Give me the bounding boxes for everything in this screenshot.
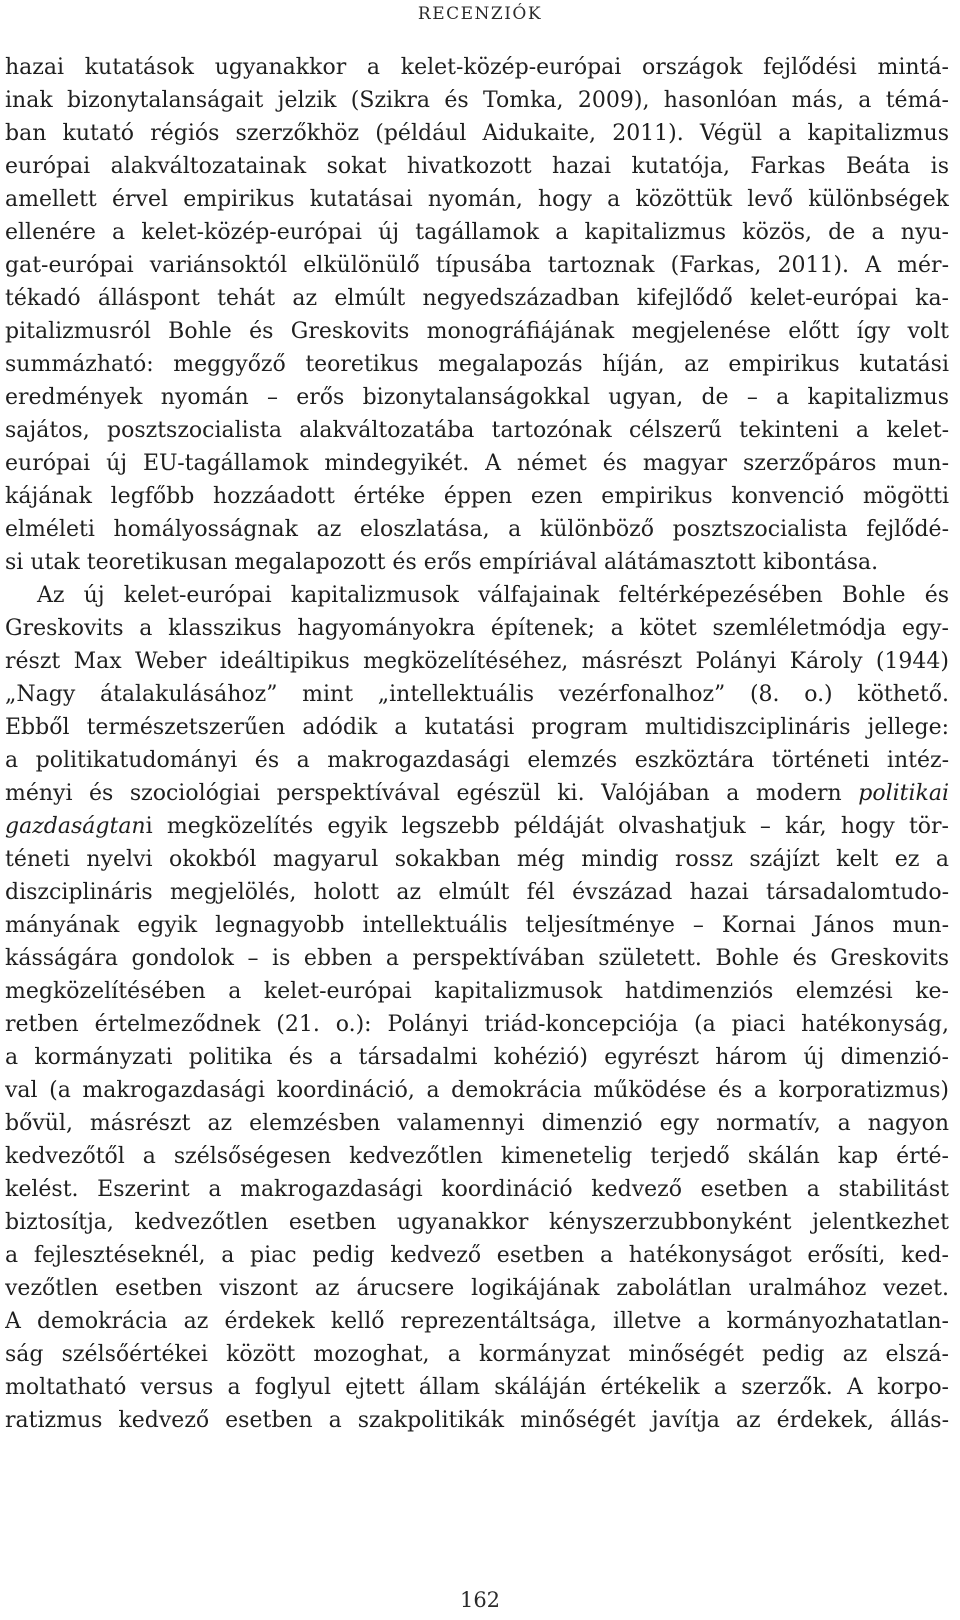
text-line: ság szélsőértékei között mozoghat, a kormányzat minőségét pedig az elszá-: [5, 1342, 949, 1367]
text-line: biztosítja, kedvezőtlen esetben ugyanakkor kényszerzubbonyként jelentkezhet: [5, 1210, 949, 1235]
text-line: eredmények nyomán – erős bizonytalanságokkal ugyan, de – a kapitalizmus: [5, 385, 949, 410]
text-line: mányának egyik legnagyobb intellektuális teljesítménye – Kornai János mun-: [5, 913, 949, 938]
text-line: a fejlesztéseknél, a piac pedig kedvező esetben a hatékonyságot erősíti, ked-: [5, 1243, 949, 1268]
text-line: részt Max Weber ideáltipikus megközelítéséhez, másrészt Polányi Károly (1944): [5, 649, 949, 674]
text-line: A demokrácia az érdekek kellő reprezentáltsága, illetve a kormányozhatatlan-: [5, 1309, 949, 1334]
text-line: megközelítésében a kelet-európai kapitalizmusok hatdimenziós elemzési ke-: [5, 979, 949, 1004]
page-number: 162: [459, 1588, 501, 1612]
text-line: inak bizonytalanságait jelzik (Szikra és Tomka, 2009), hasonlóan más, a témá-: [5, 88, 949, 113]
text-run: i megközelítés egyik legszebb példáját olvashatjuk – kár, hogy tör-: [145, 814, 949, 839]
text-line: a politikatudományi és a makrogazdasági elemzés eszköztára történeti intéz-: [5, 748, 949, 773]
text-line: summázható: meggyőző teoretikus megalapozás híján, az empirikus kutatási: [5, 352, 949, 377]
text-line: [5, 777, 949, 810]
text-line: téneti nyelvi okokból magyarul sokakban még mindig rossz szájízt kelt ez a: [5, 847, 949, 872]
text-line: tékadó álláspont tehát az elmúlt negyedszázadban kifejlődő kelet-európai ka-: [5, 286, 949, 311]
text-line: diszciplináris megjelölés, holott az elmúlt fél évszázad hazai társadalomtudo-: [5, 880, 949, 905]
text-line: amellett érvel empirikus kutatásai nyomán, hogy a közöttük levő különbségek: [5, 187, 949, 212]
text-line: Ebből természetszerűen adódik a kutatási program multidiszciplináris jellege:: [5, 715, 949, 740]
text-line: elméleti homályosságnak az eloszlatása, a különböző posztszocialista fejlődé-: [5, 517, 949, 542]
text-line: európai alakváltozatainak sokat hivatkozott hazai kutatója, Farkas Beáta is: [5, 154, 949, 179]
text-line: kájának legfőbb hozzáadott értéke éppen ezen empirikus konvenció mögötti: [5, 484, 949, 509]
text-line: európai új EU-tagállamok mindegyikét. A német és magyar szerzőpáros mun-: [5, 451, 949, 476]
text-line: sajátos, posztszocialista alakváltozatába tartozónak célszerű tekinteni a kelet-: [5, 418, 949, 443]
text-line: val (a makrogazdasági koordináció, a demokrácia működése és a korporatizmus): [5, 1078, 949, 1103]
text-line: kedvezőtől a szélsőségesen kedvezőtlen kimenetelig terjedő skálán kap érté-: [5, 1144, 949, 1169]
text-line: [5, 810, 949, 843]
text-line: moltatható versus a foglyul ejtett állam skáláján értékelik a szerzők. A korpo-: [5, 1375, 949, 1400]
text-line: vezőtlen esetben viszont az árucsere logikájának zabolátlan uralmához vezet.: [5, 1276, 949, 1301]
text-line: gat-európai variánsoktól elkülönülő típusába tartoznak (Farkas, 2011). A mér-: [5, 253, 949, 278]
running-head: RECENZIÓK: [417, 4, 543, 24]
text-line: bővül, másrészt az elemzésben valamennyi dimenzió egy normatív, a nagyon: [5, 1111, 949, 1136]
text-line: ratizmus kedvező esetben a szakpolitikák minőségét javítja az érdekek, állás-: [5, 1408, 949, 1433]
text-run: ményi és szociológiai perspektívával egészül ki. Valójában a modern: [5, 781, 842, 806]
italic-term: gazdaságtan: [5, 814, 146, 839]
text-line: hazai kutatások ugyanakkor a kelet-közép-európai országok fejlődési mintá-: [5, 55, 949, 80]
text-line: retben értelmeződnek (21. o.): Polányi triád-koncepciója (a piaci hatékonyság,: [5, 1012, 949, 1037]
text-line: „Nagy átalakulásához” mint „intellektuális vezérfonalhoz” (8. o.) köthető.: [5, 682, 949, 707]
text-line: a kormányzati politika és a társadalmi kohézió) egyrészt három új dimenzió-: [5, 1045, 949, 1070]
text-line: ellenére a kelet-közép-európai új tagállamok a kapitalizmus közös, de a nyu-: [5, 220, 949, 245]
paragraph-start-line: Az új kelet-európai kapitalizmusok válfajainak feltérképezésében Bohle és: [37, 583, 949, 608]
text-line: kelést. Eszerint a makrogazdasági koordináció kedvező esetben a stabilitást: [5, 1177, 949, 1202]
text-line: pitalizmusról Bohle és Greskovits monográfiájának megjelenése előtt így volt: [5, 319, 949, 344]
text-line: Greskovits a klasszikus hagyományokra építenek; a kötet szemléletmódja egy-: [5, 616, 949, 641]
paragraph-end-line: si utak teoretikusan megalapozott és erős empíriával alátámasztott kibontása.: [5, 550, 879, 575]
italic-term: politikai: [858, 781, 949, 806]
article-body: [5, 51, 949, 1437]
text-line: ban kutató régiós szerzőkhöz (például Aidukaite, 2011). Végül a kapitalizmus: [5, 121, 949, 146]
text-line: kásságára gondolok – is ebben a perspektívában született. Bohle és Greskovits: [5, 946, 949, 971]
